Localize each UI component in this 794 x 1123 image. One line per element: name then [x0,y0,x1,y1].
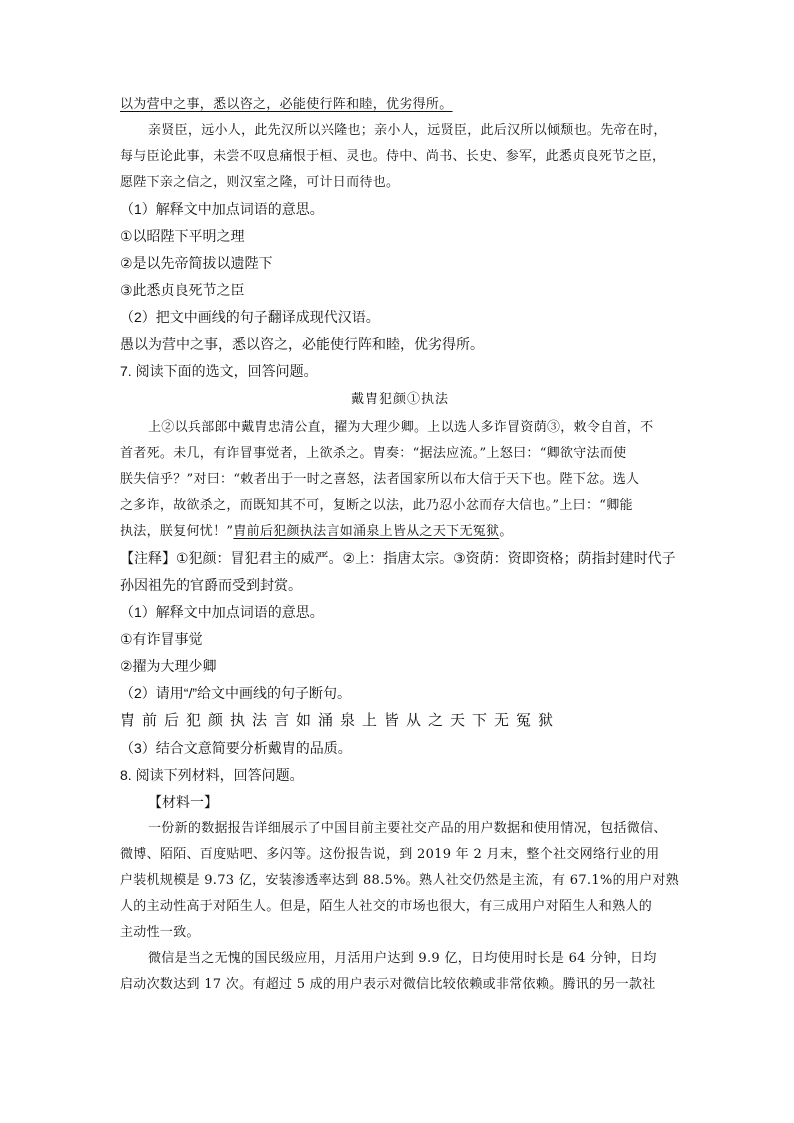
question-7-para-line-2: 首者死。未几，有诈冒事觉者，上欲杀之。胄奏：“据法应流。”上怒曰：“卿欲守法而使 [120,446,627,461]
question-8-para1-line-2: 微博、陌陌、百度贴吧、多闪等。这份报告说，到 2019 年 2 月末，整个社交网络行业的用 [120,847,660,862]
question-7-para-line-4: 之多诈，故欲杀之，而既知其不可，复断之以法，此乃忍小忿而存大信也。”上曰：“卿能 [120,498,633,513]
question-7-heading: 7. 阅读下面的选文，回答问题。 [120,363,318,379]
question-8-para2-line-1: 微信是当之无愧的国民级应用，月活用户达到 9.9 亿，日均使用时长是 64 分钟，日均 [148,951,657,966]
question-8-para1-line-3: 户装机规模是 9.73 亿，安装渗透率达到 88.5%。熟人社交仍然是主流，有 67.1%的用户对熟 [120,873,680,888]
question-7-q1-item-2: ②擢为大理少卿 [120,658,217,674]
question-7-para-line-3: 朕失信乎？”对曰：“敕者出于一时之喜怒，法者国家所以布大信于天下也。陛下忿。选人 [120,472,640,487]
passage1-question-2-sentence: 愚以为营中之事，悉以咨之，必能使行阵和睦，优劣得所。 [120,336,484,352]
passage1-para-line-1: 亲贤臣，远小人，此先汉所以兴隆也；亲小人，远贤臣，此后汉所以倾颓也。先帝在时， [148,123,667,138]
passage1-question-1-item-2: ②是以先帝简拔以遗陛下 [120,255,273,271]
last-line-end: 。 [499,524,513,539]
question-8-para1-line-5: 主动性一致。 [120,925,200,940]
passage1-underlined-line [120,92,680,118]
passage1-question-1-item-3: ③此悉贞良死节之臣 [120,282,245,298]
question-8-para2-line-2: 启动次数达到 17 次。有超过 5 成的用户表示对微信比较依赖或非常依赖。腾讯的另一款社 [120,977,656,992]
underlined-sentence: 以为营中之事，悉以咨之，必能使行阵和睦，优劣得所。 [120,97,453,112]
passage1-question-2: （2）把文中画线的句子翻译成现代汉语。 [120,309,380,325]
passage1-para-line-2: 每与臣论此事，未尝不叹息痛恨于桓、灵也。侍中、尚书、长史、参军，此悉贞良死节之臣， [120,149,666,164]
question-7-q2: （2）请用“/”给文中画线的句子断句。 [120,685,351,701]
question-7-title: 戴胄犯颜①执法 [350,392,449,407]
underlined-sentence: 胄前后犯颜执法言如涌泉上皆从之天下无冤狱 [233,524,500,539]
passage1-para-line-3: 愿陛下亲之信之，则汉室之隆，可计日而待也。 [120,175,400,190]
document-content [120,92,680,998]
question-7-note-line-1: 【注释】①犯颜：冒犯君主的威严。②上：指唐太宗。③资荫：资即资格；荫指封建时代子 [120,550,676,566]
question-7-q3: （3）结合文意简要分析戴胄的品质。 [120,740,352,756]
question-7-para-line-1: 上②以兵部郎中戴胄忠清公直，擢为大理少卿。上以选人多诈冒资荫③，敕令自首，不 [148,420,654,435]
question-7-note-line-2: 孙因祖先的官爵而受到封赏。 [120,577,302,593]
question-7-q1: （1）解释文中加点词语的意思。 [120,604,324,620]
passage1-question-1: （1）解释文中加点词语的意思。 [120,201,324,217]
last-line-plain: 执法，朕复何忧！” [120,524,234,539]
question-8-para1-line-1: 一份新的数据报告详细展示了中国目前主要社交产品的用户数据和使用情况，包括微信、 [148,821,667,836]
passage1-question-1-item-1: ①以昭陛下平明之理 [120,228,245,244]
question-8-material-label: 【材料一】 [148,794,218,810]
question-8-para1-line-4: 人的主动性高于对陌生人。但是，陌生人社交的市场也很大，有三成用户对陌生人和熟人的 [120,899,653,914]
question-7-para-line-5 [120,519,680,545]
question-7-q2-sentence: 胄前后犯颜执法言如涌泉上皆从之天下无冤狱 [120,712,561,729]
question-8-heading: 8. 阅读下列材料，回答问题。 [120,767,304,783]
question-7-q1-item-1: ①有诈冒事觉 [120,631,203,647]
